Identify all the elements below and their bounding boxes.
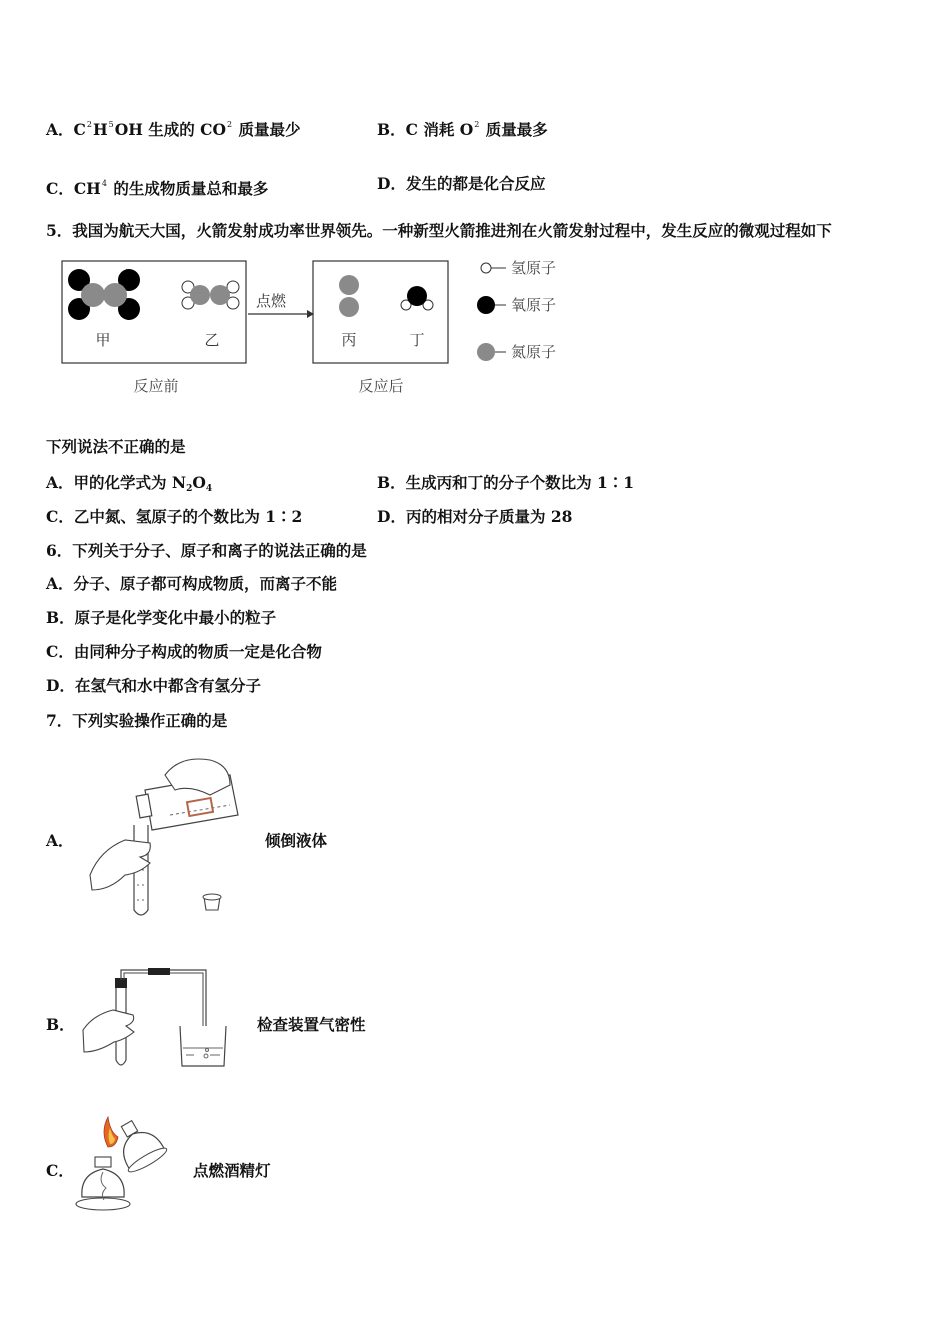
q5-stem: 5．我国为航天大国，火箭发射成功率世界领先。一种新型火箭推进剂在火箭发射过程中，发生反应的微观过程如下 [46, 221, 832, 240]
q4-b-sup1: 2 [474, 120, 480, 129]
q6-option-b: B．原子是化学变化中最小的粒子 [46, 608, 277, 627]
q4-a-text3: OH 生成的 CO [114, 120, 226, 139]
q4-b-text2: 质量最多 [480, 120, 548, 139]
q4-option-d: D．发生的都是化合反应 [377, 174, 546, 193]
upper-lamp-icon [107, 1113, 169, 1176]
q4-a-sup2: 5 [108, 120, 114, 129]
q5-option-a [46, 473, 212, 499]
q6-option-c: C．由同种分子构成的物质一定是化合物 [46, 642, 322, 661]
q7-option-b-label: B． [46, 1015, 75, 1034]
q4-c-sup1: 4 [101, 179, 107, 188]
label-jia: 甲 [95, 331, 111, 349]
q4-a-text2: H [92, 120, 108, 139]
q4-c-text1: C．CH [46, 179, 101, 198]
q6-option-d: D．在氢气和水中都含有氢分子 [46, 676, 261, 695]
reaction-diagram [55, 250, 585, 400]
q4-a-sup3: 2 [227, 120, 233, 129]
q5-a-text: A．甲的化学式为 N [46, 473, 187, 492]
q5-a-sub2: 4 [205, 484, 213, 494]
q4-c-text2: 的生成物质量总和最多 [107, 179, 269, 198]
q5-option-c: C．乙中氮、氢原子的个数比为 1∶2 [46, 507, 303, 526]
q4-a-text4: 质量最少 [233, 120, 301, 139]
q7-option-a-caption: 倾倒液体 [265, 831, 328, 850]
alcohol-lamp-illustration [70, 1112, 180, 1222]
q7-option-b-caption: 检查装置气密性 [257, 1015, 366, 1034]
q4-b-text1: B．C 消耗 O [377, 120, 474, 139]
beaker-icon [180, 1026, 226, 1066]
lower-lamp-icon [76, 1157, 130, 1210]
q4-option-b [377, 115, 548, 140]
q5-a-sub1: 2 [186, 484, 193, 494]
q5-option-d: D．丙的相对分子质量为 28 [377, 507, 573, 526]
q7-stem: 7．下列实验操作正确的是 [46, 711, 228, 730]
hand-top-icon [165, 759, 230, 795]
q4-option-a [46, 115, 301, 140]
legend-h-text: 氢原子 [511, 259, 557, 277]
q6-option-a: A．分子、原子都可构成物质，而离子不能 [46, 574, 338, 593]
legend-oxygen [477, 296, 556, 314]
legend-o-text: 氧原子 [511, 296, 557, 314]
label-ding: 丁 [409, 331, 425, 349]
molecule-yi [182, 281, 239, 309]
q6-stem: 6．下列关于分子、原子和离子的说法正确的是 [46, 541, 367, 560]
arrow-label: 点燃 [255, 292, 287, 310]
label-bing: 丙 [341, 331, 357, 349]
q4-option-c [46, 174, 268, 199]
q5-option-b: B．生成丙和丁的分子个数比为 1∶1 [377, 473, 635, 492]
q7-option-c-caption: 点燃酒精灯 [193, 1161, 271, 1180]
legend-n-text: 氮原子 [511, 343, 557, 361]
airtightness-illustration [78, 960, 238, 1075]
molecule-bing [339, 275, 359, 317]
label-yi: 乙 [204, 331, 220, 349]
molecule-ding [401, 286, 433, 310]
rubber-connector [148, 968, 170, 975]
molecule-jia [68, 269, 140, 320]
caption-before: 反应前 [133, 377, 179, 395]
q4-a-sup1: 2 [86, 120, 92, 129]
legend-nitrogen [477, 343, 556, 361]
legend-hydrogen [481, 259, 556, 277]
q4-a-text1: A．C [46, 120, 86, 139]
q7-option-a-label: A． [46, 831, 74, 850]
after-box [313, 261, 448, 363]
q5-question: 下列说法不正确的是 [46, 437, 186, 456]
pour-liquid-illustration [80, 745, 250, 920]
q5-a-o: O [192, 473, 206, 492]
q7-option-c-label: C． [46, 1161, 74, 1180]
caption-after: 反应后 [358, 377, 404, 395]
